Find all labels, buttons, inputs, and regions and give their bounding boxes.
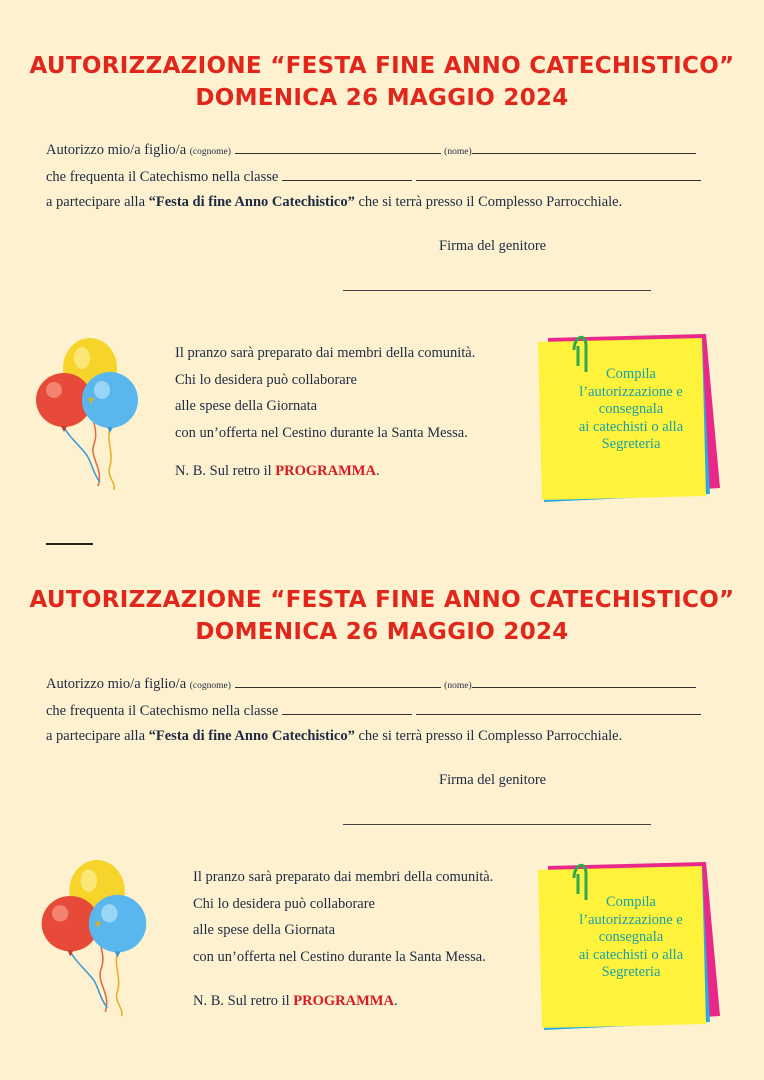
nome-label: (nome)	[444, 147, 472, 157]
class-line	[46, 702, 701, 720]
lunch-note	[175, 340, 475, 446]
cognome-field[interactable]	[235, 675, 441, 688]
sticky-line: Segreteria	[601, 436, 661, 452]
sticky-line: l’autorizzazione e	[579, 383, 683, 400]
class-text: che frequenta il Catechismo nella classe	[46, 703, 279, 719]
authorization-form-2	[0, 534, 764, 1054]
nome-field[interactable]	[472, 141, 696, 154]
nome-field[interactable]	[472, 675, 696, 688]
note-line: alle spese della Giornata	[193, 922, 336, 938]
sticky-line: l’autorizzazione e	[579, 911, 683, 928]
form-date: DOMENICA 26 MAGGIO 2024	[195, 85, 569, 111]
participate-line	[46, 728, 622, 745]
sticky-instructions	[558, 894, 704, 982]
class-extra-field[interactable]	[416, 168, 701, 181]
participate-prefix: a partecipare alla	[46, 728, 146, 744]
form-title: AUTORIZZAZIONE “FESTA FINE ANNO CATECHISTICO”	[29, 587, 735, 613]
sticky-line: Compila	[606, 366, 656, 382]
nome-label: (nome)	[444, 681, 472, 691]
cognome-label: (cognome)	[189, 147, 231, 157]
note-line: Il pranzo sarà preparato dai membri della comunità.	[193, 869, 494, 885]
nb-suffix: .	[393, 993, 398, 1009]
authorization-form-1	[0, 0, 764, 520]
note-line: con un’offerta nel Cestino durante la Santa Messa.	[193, 948, 486, 965]
cognome-label: (cognome)	[189, 681, 231, 691]
lunch-note	[193, 864, 493, 970]
sticky-note	[534, 854, 724, 1040]
class-text: che frequenta il Catechismo nella classe	[46, 169, 279, 185]
sticky-line: ai catechisti o alla	[578, 418, 684, 435]
sticky-line: consegnala	[598, 401, 664, 417]
signature-label: Firma del genitore	[439, 238, 547, 254]
authorize-prefix: Autorizzo mio/a figlio/a	[46, 142, 187, 158]
balloons-icon	[34, 336, 144, 492]
nb-suffix: .	[375, 463, 380, 479]
participate-line	[46, 194, 622, 211]
note-line: con un’offerta nel Cestino durante la Santa Messa.	[175, 424, 468, 441]
cognome-field[interactable]	[235, 141, 441, 154]
participate-prefix: a partecipare alla	[46, 194, 146, 210]
nb-note	[193, 993, 398, 1010]
form-date: DOMENICA 26 MAGGIO 2024	[195, 619, 569, 645]
class-extra-field[interactable]	[416, 702, 701, 715]
sticky-line: Compila	[606, 894, 656, 910]
signature-label: Firma del genitore	[439, 772, 547, 788]
note-line: alle spese della Giornata	[175, 398, 318, 414]
form-title: AUTORIZZAZIONE “FESTA FINE ANNO CATECHISTICO”	[29, 53, 735, 79]
festa-name: “Festa di fine Anno Catechistico”	[148, 194, 355, 210]
authorize-line	[46, 675, 696, 693]
participate-suffix: che si terrà presso il Complesso Parrocchiale.	[358, 194, 623, 210]
note-line: Chi lo desidera può collaborare	[175, 371, 357, 388]
nb-program: PROGRAMMA	[293, 993, 394, 1009]
class-line	[46, 168, 701, 186]
nb-prefix: N. B. Sul retro il	[193, 993, 290, 1009]
authorize-line	[46, 141, 696, 159]
sticky-line: ai catechisti o alla	[578, 946, 684, 963]
sticky-instructions	[558, 366, 704, 454]
signature-field[interactable]	[343, 290, 651, 291]
festa-name: “Festa di fine Anno Catechistico”	[148, 728, 355, 744]
participate-suffix: che si terrà presso il Complesso Parrocchiale.	[358, 728, 623, 744]
note-line: Il pranzo sarà preparato dai membri della comunità.	[175, 345, 476, 361]
sticky-line: consegnala	[598, 929, 664, 945]
signature-field[interactable]	[343, 824, 651, 825]
sticky-note	[534, 326, 724, 512]
nb-note	[175, 463, 380, 480]
class-field[interactable]	[282, 702, 412, 715]
authorize-prefix: Autorizzo mio/a figlio/a	[46, 676, 187, 692]
note-line: Chi lo desidera può collaborare	[193, 895, 375, 912]
balloons-icon	[34, 858, 158, 1018]
nb-prefix: N. B. Sul retro il	[175, 463, 272, 479]
sticky-line: Segreteria	[601, 964, 661, 980]
nb-program: PROGRAMMA	[275, 463, 376, 479]
class-field[interactable]	[282, 168, 412, 181]
